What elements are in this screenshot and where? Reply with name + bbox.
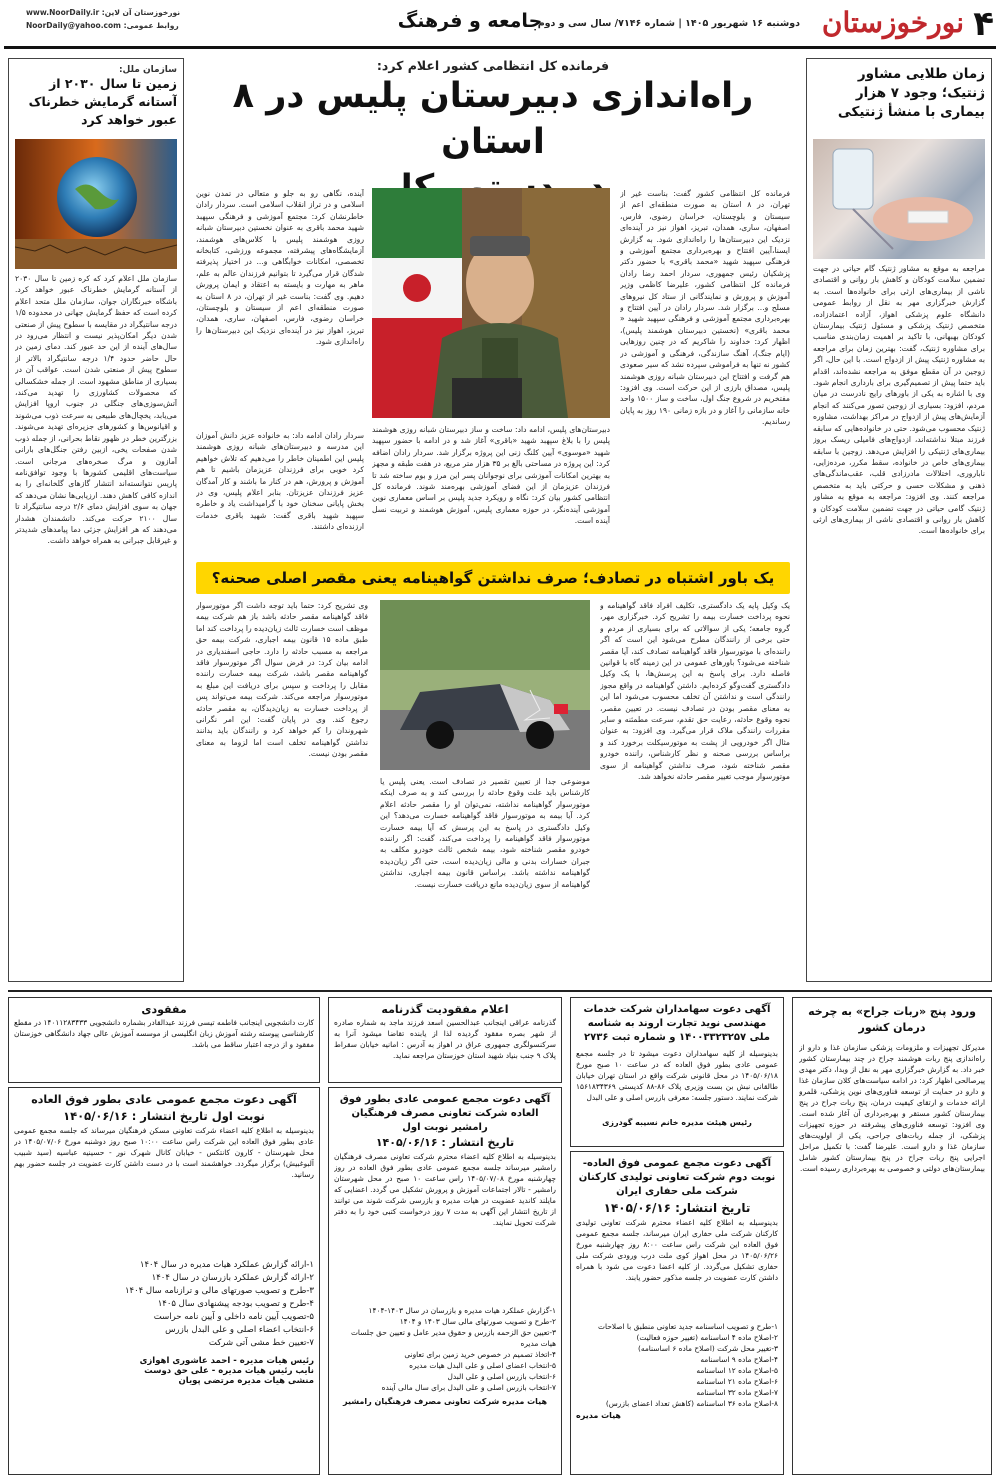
agenda-item: ۵-تصویب آیین نامه داخلی و آیین نامه حراست xyxy=(153,1312,314,1322)
newspaper-logo: نورخوزستان xyxy=(821,6,964,39)
engineering-sign: رئیس هیئت مدیره خانم نسیبه گودرزی xyxy=(602,1118,752,1127)
agenda-item: ۱-طرح و تصویب اساسنامه جدید تعاونی منطبق با اصلاحات xyxy=(598,1322,778,1331)
ads-top-rule xyxy=(8,990,992,992)
agenda-item: ۱-ارائه گزارش عملکرد هیات مدیره در سال ۱۴۰۴ xyxy=(139,1260,314,1270)
agenda-item: ۷-اصلاح ماده ۳۲ اساسنامه xyxy=(696,1388,778,1397)
milli-hafari-sign: هیات مدیره xyxy=(576,1411,621,1420)
genetic-photo xyxy=(813,139,985,259)
ramshir-title: آگهی دعوت مجمع عمومی عادی بطور فوق العاده شرکت تعاونی مصرف فرهنگیان رامشیر نوبت اول xyxy=(339,1094,551,1133)
agenda-item: ۷-تعیین خط مشی آتی شرکت xyxy=(208,1338,314,1348)
contact-email: روابط عمومی: NoorDaily@yahoo.com xyxy=(26,21,179,30)
commander-portrait-illustration xyxy=(372,188,610,418)
section-title: جامعه و فرهنگ xyxy=(397,10,543,32)
housing-coop-title: آگهی دعوت مجمع عمومی عادی بطور فوق العاده xyxy=(31,1093,297,1106)
page-header xyxy=(0,0,1000,52)
accident-col-left: وی تشریح کرد: حتما باید توجه داشت اگر موتورسوار فاقد گواهینامه مقصر حادثه باشد باز هم شرکت بیمه موظف است خسارت ثالث زیان‌دیده را پرداخت کند اما طبق ماده ۱۵ قانون بیمه اجباری، شرکت بیمه حق مراجعه به مسبب حادثه را دارد. حاجی اسفندیاری در ادامه بیان کرد: در فرض سوال اگر موتورسوار فاقد گواهینامه مقصر باشد، شرکت بیمه خسارت راننده مقابل را پرداخت و سپس برای دریافت این مبلغ به موتورسوار مراجعه می‌کند. شرکت بیمه می‌تواند پس از پرداخت خسارت به زیان‌دیدگان، به مقصر حادثه رجوع کند. وی در پایان گفت: این امر نگرانی شهروندان را کم خواهد کرد و رانندگان باید بدانند نداشتن گواهینامه تخلف است اما لزوما به معنای مقصر بودن نیست. xyxy=(196,601,368,759)
lost-passport-body: گذرنامه عراقی اینجانب عبدالحسین اسعد فرزند ماجد به شماره صادره از شهر بصره مفقود گردیده لذا از یابنده تقاضا میشود آنرا به سرکنسولگری جمهوری عراق در اهواز به آدرس : امانیه خیابان سقراط پلاک ۹ جنب بنیاد شهید استان خوزستان مراجعه نماید. xyxy=(334,1018,556,1060)
header-rule xyxy=(4,46,996,49)
contact-website: نورخوزستان آن لاین: www.NoorDaily.ir xyxy=(26,8,181,17)
ramshir-date: تاریخ انتشار : ۱۴۰۵/۰۶/۱۶ xyxy=(375,1136,515,1149)
agenda-item: ۲-ارائه گزارش عملکرد بازرسان در سال ۱۴۰۴ xyxy=(151,1273,314,1283)
climate-article xyxy=(8,58,184,982)
agenda-item: ۴-اصلاح ماده ۹ اساسنامه xyxy=(700,1355,778,1364)
agenda-item: ۱-گزارش عملکرد هیات مدیره و بازرسان در سال ۱۴۰۳-۱۴۰۴ xyxy=(368,1306,556,1315)
lost-passport-notice xyxy=(328,997,562,1083)
engineering-body: بدینوسیله از کلیه سهامداران دعوت میشود تا در جلسه مجمع عمومی عادی بطور فوق العاده که در ساعت ۱۰ صبح مورخ ۱۴۰۵/۰۶/۱۸ در محل قانونی شرکت واقع در استان تهران خیابان طالقانی نبش بن بست وزیری پلاک ۸۶-۸۸ کدپستی ۱۵۶۱۸۳۴۳۶۹ شرکت نمایند. دستور جلسه: معرفی بازرس اصلی و علی البدل xyxy=(576,1049,778,1102)
ramshir-sign: هیات مدیره شرکت تعاونی مصرف فرهنگیان رامشیر xyxy=(343,1397,547,1406)
agenda-item: ۶-اصلاح ماده ۲۱ اساسنامه xyxy=(696,1377,778,1386)
housing-coop-sign-1: رئیس هیات مدیره - احمد عاشوری اهوازی xyxy=(139,1356,314,1366)
agenda-item: ۴-طرح و تصویب بودجه پیشنهادی سال ۱۴۰۵ xyxy=(157,1299,314,1309)
agenda-item: ۷-انتخاب بازرس اصلی و علی البدل برای سال مالی آینده xyxy=(381,1383,556,1392)
agenda-item: ۵-انتخاب اعضای اصلی و علی البدل هیات مدیره xyxy=(409,1361,556,1370)
housing-coop-notice xyxy=(8,1087,320,1475)
ramshir-body: بدینوسیله به اطلاع کلیه اعضاء محترم شرکت تعاونی مصرف فرهنگیان رامشیر میرساند جلسه مجمع عمومی عادی بطور فوق العاده در روز چهارشنبه مورخ ۱۴۰۵/۰۷/۰۸ راس ساعت ۱۰ صبح در محل شهرستان رامشیر - تالار اجتماعات آموزش و پرورش تشکیل می گردد. اعضایی که مایلند کاندید عضویت در هیات مدیره و بازرسی شرکت شوند می توانند از تاریخ انتشار این آگهی به مدت ۷ روز درخواست کتبی خود را به دفتر شرکت تحویل نمایند. xyxy=(334,1152,556,1227)
agenda-item: ۴-اتخاذ تصمیم در خصوص خرید زمین برای تعاونی xyxy=(404,1350,556,1359)
housing-coop-agenda xyxy=(14,1259,314,1350)
agenda-item: ۳-طرح و تصویب صورتهای مالی و ترازنامه سال ۱۴۰۴ xyxy=(124,1286,314,1296)
housing-coop-date: نوبت اول تاریخ انتشار : ۱۴۰۵/۰۶/۱۶ xyxy=(63,1109,265,1123)
agenda-item: ۳-تغییر محل شرکت (اصلاح ماده ۶ اساسنامه) xyxy=(637,1344,778,1353)
police-col-left-b: سردار رادان ادامه داد: به خانواده عزیز دانش آموزان این مدرسه و دبیرستان‌های شبانه روزی هوشمند پلیس این اطمینان خاطر را می‌دهیم که تلاش خواهیم کرد خوبی برای فرزندان عزیزمان باشیم تا هم آموزش و پرورش، هم در کنار ما باشند و کار آمدگان عزیز فرزندان عزیزتان. بنابر اعلام پلیس، وی در بخش پایانی سخنان خود با گرامیداشت یاد و خاطره سپهبد شهید باقری گفت: شهید باقری خدمات ارزنده‌ای داشتند. xyxy=(196,431,364,532)
climate-body: سازمان ملل اعلام کرد که کره زمین تا سال ۲۰۳۰ از آستانه گرمایش خطرناک عبور خواهد کرد. باشگاه خبرنگاران جوان، سازمان ملل متحد اعلام کرده است که حفظ گرمایش جهانی در محدوده ۱/۵ درجه سانتیگراد در مقایسه با سطوح پیش از صنعتی شدن دیگر امکان‌پذیر نیست و انتظار می‌رود در سال‌های آینده از این حد عبور کند. دمای زمین در حال حاضر حدود ۱/۴ درجه سانتیگراد بالاتر از سطوح پیش از صنعتی شدن است. عواقب آن در بسیاری از مناطق مشهود است. از جمله خشکسالی که محصولات کشاورزی را تهدید می‌کند، آتش‌سوزی‌های جنگلی در جنوب اروپا افزایش می‌یابد، یخچال‌های طبیعی به سرعت ذوب می‌شوند و اقیانوس‌ها و کشورهای جزیره‌ای تهدید می‌شوند. بزرگترین خطر در ظهور نقاط بحرانی، از جمله ذوب شدن صفحات یخی، ازبین رفتن جنگل‌های بارانی آمازون و مرگ صخره‌های مرجانی است. سیاست‌های اقلیمی کشورها با وجود توافق‌نامه پاریس نتوانسته‌اند انتشار گازهای گلخانه‌ای را به اندازه کافی کاهش دهند. ارزیابی‌ها نشان می‌دهد که جهان به سوی افزایش دمای ۲/۶ درجه سانتیگراد تا سال ۲۱۰۰ حرکت می‌کند. دانشمندان هشدار می‌دهند که هر افزایش جزئی دما پیامدهای شدیدتر و غیرقابل جبرانی به همراه خواهد داشت. xyxy=(15,274,177,546)
police-headline-1: راه‌اندازی دبیرستان پلیس در ۸ استان xyxy=(232,76,754,162)
agenda-item: ۶-انتخاب اعضاء اصلی و علی البدل بازرس xyxy=(165,1325,314,1335)
agenda-item: ۲-طرح و تصویب صورتهای مالی سال ۱۴۰۳ و ۱۴۰۴ xyxy=(399,1317,556,1326)
milli-hafari-title: آگهی دعوت مجمع عمومی فوق العاده- نوبت دوم شرکت تعاونی تولیدی کارکنان شرکت ملی حفاری ایران xyxy=(578,1158,776,1197)
milli-hafari-agenda xyxy=(576,1321,778,1409)
lost-card-title: مفقودی xyxy=(141,1003,187,1016)
genetic-body: مراجعه به موقع به مشاور ژنتیک گام حیاتی در جهت تضمین سلامت کودکان و کاهش بار روانی و اقتصادی ناشی از بیماری‌های ارثی برای خانواده‌ها است. به گزارش خبرگزاری مهر به نقل از روابط عمومی دانشگاه علوم پزشکی اهواز، آزاده اعتمادزاده، متخصص ژنتیک پزشکی و مسئول ژنتیک بیمارستان کودکان بهبهانی، با تاکید بر اهمیت زمان‌بندی مناسب برای مشاوره ژنتیک، گفت: بهترین زمان برای مراجعه به مشاوره ژنتیک پیش از ازدواج است. با این حال، اگر زوجین در آن مقطع موفق به مراجعه نشده‌اند، اقدام باید حتما پیش از تصمیم‌گیری برای بارداری انجام شود. وی با اشاره به یکی از باورهای رایج نادرست در میان مردم، افزود: بسیاری از زوجین تصور می‌کنند که انجام آزمایش‌های پیش از ازدواج در مراکز بهداشت، مشاوره ژنتیک محسوب می‌شود. حتی در خانواده‌هایی که سابقه فرزند مبتلا نداشته‌اند، ازدواج‌های فامیلی ریسک بروز بیماری‌های ژنتیکی را افزایش می‌دهد. زوجین با سابقه بیماری‌های خاص در خانواده، سقط مکرر، مرده‌زایی، ناباروری، اختلالات مادرزادی قلب، عقب‌ماندگی‌های ذهنی و مشکلات حسی و حرکتی باید به متخصص مراجعه کنند. وی افزود: مراجعه به موقع به مشاور ژنتیک گامی حیاتی در جهت تضمین سلامت کودکان و کاهش بار روانی و اقتصادی ناشی از بیماری‌های ارثی برای خانواده‌ها است. xyxy=(813,264,985,536)
surgeon-robot-body: مدیرکل تجهیزات و ملزومات پزشکی سازمان غذا و دارو از راه‌اندازی پنج ربات هوشمند جراح در چند بیمارستان کشور خبر داد. به گزارش خبرگزاری مهر به نقل از وبدا، دکتر مهدی پیرصالحی اظهار کرد: در ادامه سیاست‌های کلان سازمان غذا و دارو در حمایت از توسعه فناوری‌های نوین پزشکی، قلمرو ارائه خدمات و ارتقای کیفیت درمان، پنج ربات جراح در پنج بیمارستان کشور مستقر و بهره‌برداری آن آغاز شده است. وی افزود: توسعه فناوری‌های پیشرفته در حوزه تجهیزات پزشکی، از جمله ربات‌های جراحی، یکی از اولویت‌های سازمان غذا و دارو است. علیرضا گفت: با تکمیل مراحل اجرایی پنج ربات جراح در پنج بیمارستان کشور شامل بیمارستان‌های دولتی و خصوصی به بهره‌برداری رسیده است. xyxy=(799,1043,985,1173)
agenda-item: ۳-تعیین حق الزحمه بازرس و حقوق مدیر عامل و تعیین حق جلسات هیات مدیره xyxy=(350,1328,556,1348)
iv-drip-illustration xyxy=(813,139,985,259)
accident-headline: یک باور اشتباه در تصادف؛ صرف نداشتن گواهینامه یعنی مقصر اصلی صحنه؟ xyxy=(196,562,790,594)
climate-photo xyxy=(15,139,177,269)
housing-coop-sign-3: منشی هیات مدیره مرتضی پویان xyxy=(178,1376,314,1386)
genetic-headline: زمان طلایی مشاور ژنتیک؛ وجود ۷ هزار بیماری با منشأ ژنتیکی xyxy=(837,66,985,120)
engineering-title: آگهی دعوت سهامداران شرکت خدمات مهندسی نوید تجارت اروند به شناسه ملی ۱۴۰۰۳۳۲۳۲۵۷ و شماره ثبت ۲۷۳۶ xyxy=(583,1004,771,1043)
agenda-item: ۶-انتخاب بازرس اصلی و علی البدل xyxy=(447,1372,556,1381)
police-col-left: آینده، نگاهی رو به جلو و متعالی در تمدن نوین اسلامی و در تراز انقلاب اسلامی است. سردار رادان خاطرنشان کرد: مجتمع آموزشی و فرهنگی سپهبد شهید محمد باقری به عنوان نخستین دبیرستان شبانه روزی هوشمند پلیس با کلاس‌های هوشمند، آزمایشگاه‌های پیشرفته، مجموعه ورزشی، کتابخانه تخصصی، امکانات خوابگاهی و... در اختیار پذیرفته شدگان قرار می‌گیرد تا بتوانیم فرزندان عالم به علم، ماهر به مهارت و بایسته‌ به اعتقاد و ایمان پرورش دهیم. وی گفت: بناست غیر از تهران، در ۸ استان به صورت منطقه‌ای اعم از سیستان و بلوچستان، خراسان رضوی، فارس، اصفهان، ساری، همدان، تبریز، اهواز نیز در آینده‌ای نزدیک این دبیرستان‌ها را راه‌اندازی شود. xyxy=(196,189,364,347)
housing-coop-body: بدینوسیله به اطلاع کلیه اعضاء شرکت تعاونی مسکن فرهنگیان میرساند که جلسه مجمع عمومی عادی بطور فوق العاده این شرکت راس ساعت ۱۰:۰۰ صبح روز دوشنبه مورخ ۱۴۰۵/۰۷/۰۶ در محل شهرستان - کارون کانتکس - خیابان کانال شهرک نور - حسینیه عباسیه (سید شبیب آلبوغبیش) برگزار میگردد. خواهشمند است با در دست داشتن کارت عضویت در جلسه حضور بهم رسانید. xyxy=(14,1126,314,1179)
engineering-notice xyxy=(570,997,784,1147)
police-col-right: فرمانده کل انتظامی کشور گفت: بناست غیر از تهران، در ۸ استان به صورت منطقه‌ای اعم از سیستان و بلوچستان، خراسان رضوی، فارس، اصفهان، ساری، همدان، تبریز، اهواز نیز در آینده‌ای نزدیک این دبیرستان‌ها را راه‌اندازی شود. به گزارش ایسنا،آیین افتتاح و بهره‌برداری مجتمع آموزشی و فرهنگی سپهبد شهید «محمد باقری» با حضور دکتر پزشکیان رئیس جمهوری، سردار احمد رضا رادان فرمانده کل انتظامی کشور، علیرضا کاظمی وزیر آموزش و پرورش و نمایندگانی از ستاد کل نیروهای مسلح و... برگزار شد. سردار رادان در آیین افتتاح و بهره‌برداری مجتمع آموزشی و فرهنگی سپهبد شهید « محمد باقری» (نخستین دبیرستان هوشمند پلیس)، اظهار کرد: خداوند را شاکریم که در چنین روزهایی (ایام جنگ)، آهنگ سازندگی، فرهنگی و آموزشی در کشور نه تنها به فراموشی سپرده نشد که سیر صعودی هم گرفت و افتتاح این دبیرستان شبانه روزی هوشمند پلیس، مصداق بارزی از این حرکت است. وی افزود: مفتخریم در شروع جنگ اول، ساخت و ساز ۱۵۰۰ واحد خانه سازمانی را آغاز و در بازه زمانی ۱۹۰ روز به پایان رساندیم. xyxy=(620,189,790,427)
lost-passport-title: اعلام مفقودیت گذرنامه xyxy=(381,1003,509,1016)
police-commander-photo xyxy=(372,188,610,418)
ramshir-notice xyxy=(328,1087,562,1475)
police-kicker: فرمانده کل انتظامی کشور اعلام کرد: xyxy=(376,58,610,73)
agenda-item: ۸-اصلاح ماده ۳۶ اساسنامه (کاهش تعداد اعضای بازرس) xyxy=(605,1399,778,1408)
page-number: ۴ xyxy=(973,4,994,44)
milli-hafari-notice xyxy=(570,1151,784,1475)
surgeon-robot-article xyxy=(792,997,992,1475)
police-col-middle: دبیرستان‌های پلیس، ادامه داد: ساخت و ساز دبیرستان شبانه روزی هوشمند پلیس را با بلاغ سپهبد شهید «باقری» آغاز شد و در ادامه با حضور سپهبد شهید «موسوی» آیین کلنگ زنی این پروژه برگزار شد. سردار رادان اضافه کرد: این پروژه در مساحتی بالغ بر ۳۵ هزار متر مربع، در هفت طبقه و مجهز به بهترین امکانات آموزشی برای نوجوانان پسر این مرز و بوم ساخته شد تا فرزندان عزیزمان از این فضای آموزشی بهره‌مند شوند. فرمانده کل انتظامی کشور بیان کرد: نگاه و رویکرد جدید پلیس بر اساس معماری نوین آموزشی آینده‌نگر، در حوزه معماری پلیس، آموزش هوشمند و تربیت نسل آینده است. xyxy=(372,425,610,526)
lost-card-body: کارت دانشجویی اینجانب فاطمه تیسی فرزند عبدالقادر بشماره دانشجویی ۱۴۰۱۱۲۸۳۴۳۳ در مقطع کارشناسی پیوسته رشته آموزش زبان انگلیسی از موسسه آموزش عالی جهاد دانشگاهی خوزستان مفقود و از درجه اعتبار ساقط می باشد. xyxy=(14,1018,314,1049)
housing-coop-sign-2: نایب رئیس هیات مدیره - علی حق دوست xyxy=(144,1366,314,1376)
accident-col-middle: موضوعی جدا از تعیین تقصیر در تصادف است. یعنی پلیس یا کارشناس باید علت وقوع حادثه را بررسی کند و به صرف اینکه موتورسوار گواهینامه نداشته، نمی‌توان او را مقصر حادثه اعلام کرد. آیا بیمه به موتورسوار فاقد گواهینامه خسارت می‌دهد؟ این وکیل دادگستری در پاسخ به این پرسش که آیا بیمه خسارت موتورسوار فاقد گواهینامه را پرداخت می‌کند، گفت: اگر راننده خودرو مقصر شناخته شود، بیمه شخص ثالث خودرو مکلف به جبران خسارات بدنی و مالی زیان‌دیده است، حتی اگر زیان‌دیده گواهینامه نداشته باشد. براساس قانون بیمه اجباری، نداشتن گواهینامه از سوی زیان‌دیده مانع دریافت خسارت نیست. xyxy=(380,777,590,889)
accident-story xyxy=(196,562,790,982)
genetic-article xyxy=(806,58,992,982)
climate-headline: زمین تا سال ۲۰۳۰ از آستانه گرمایش خطرناک عبور خواهد کرد xyxy=(28,76,177,127)
climate-kicker: سازمان ملل: xyxy=(118,65,177,75)
agenda-item: ۲-اصلاح ماده ۴ اساسنامه (تغییر حوزه فعالیت) xyxy=(636,1333,778,1342)
ramshir-agenda xyxy=(334,1305,556,1393)
earth-heat-illustration xyxy=(15,139,177,269)
surgeon-robot-title: ورود پنج «ربات جراح» به چرخه درمان کشور xyxy=(808,1005,976,1034)
issue-date-line: دوشنبه ۱۶ شهریور ۱۴۰۵ | شماره ۷۱۴۶/ سال سی و دوم xyxy=(537,18,800,29)
police-story xyxy=(196,58,790,558)
milli-hafari-date: تاریخ انتشار: ۱۴۰۵/۰۶/۱۶ xyxy=(603,1201,751,1215)
crashed-car-illustration xyxy=(380,600,590,770)
agenda-item: ۵-اصلاح ماده ۱۲ اساسنامه xyxy=(696,1366,778,1375)
lost-card-notice xyxy=(8,997,320,1083)
accident-col-right: یک وکیل پایه یک دادگستری، تکلیف افراد فاقد گواهینامه و نحوه پرداخت خسارت بیمه را تشریح کرد. خبرگزاری مهر، گروه جامعه؛ یکی از سوالاتی که برای بسیاری از مردم و حتی برخی از رانندگان مطرح می‌شود این است که اگر راننده‌ای با موتورسوار فاقد گواهینامه تصادف کند، آیا مقصر شناخته می‌شود؟ باورهای عمومی در این زمینه گاه با قوانین فاصله دارد. برای پاسخ به این پرسش‌ها، با یک وکیل دادگستری گفت‌وگو کرده‌ایم. داشتن گواهینامه در واقع مجوز رانندگی است و نداشتن آن تخلف محسوب می‌شود اما این به معنای مقصر بودن در تصادف نیست. در تعیین مقصر، نحوه وقوع حادثه، رعایت حق تقدم، سرعت مطمئنه و سایر مقررات رانندگی ملاک قرار می‌گیرد. وی افزود: به عنوان مثال اگر خودرویی از پشت به موتورسیکلت برخورد کند و براساس بررسی صحنه و نظر کارشناس، راننده خودرو مقصر شناخته شود، صرف نداشتن گواهینامه از سوی موتورسوار موجب تغییر مقصر حادثه نخواهد شد. xyxy=(600,601,790,782)
accident-photo xyxy=(380,600,590,770)
milli-hafari-body: بدینوسیله به اطلاع کلیه اعضاء محترم شرکت تعاونی تولیدی کارکنان شرکت ملی حفاری ایران میرساند، جلسه مجمع عمومی فوق العاده این شرکت راس ساعت ۸:۰۰ روز چهارشنبه مورخ ۱۴۰۵/۰۶/۲۶ در محل اهواز کوی ملت درب ورودی شرکت ملی حفاری تشکیل می‌گردد. از کلیه اعضا دعوت می شود با همراه داشتن کارت عضویت در جلسه مذکور حضور یابند. xyxy=(576,1218,778,1282)
